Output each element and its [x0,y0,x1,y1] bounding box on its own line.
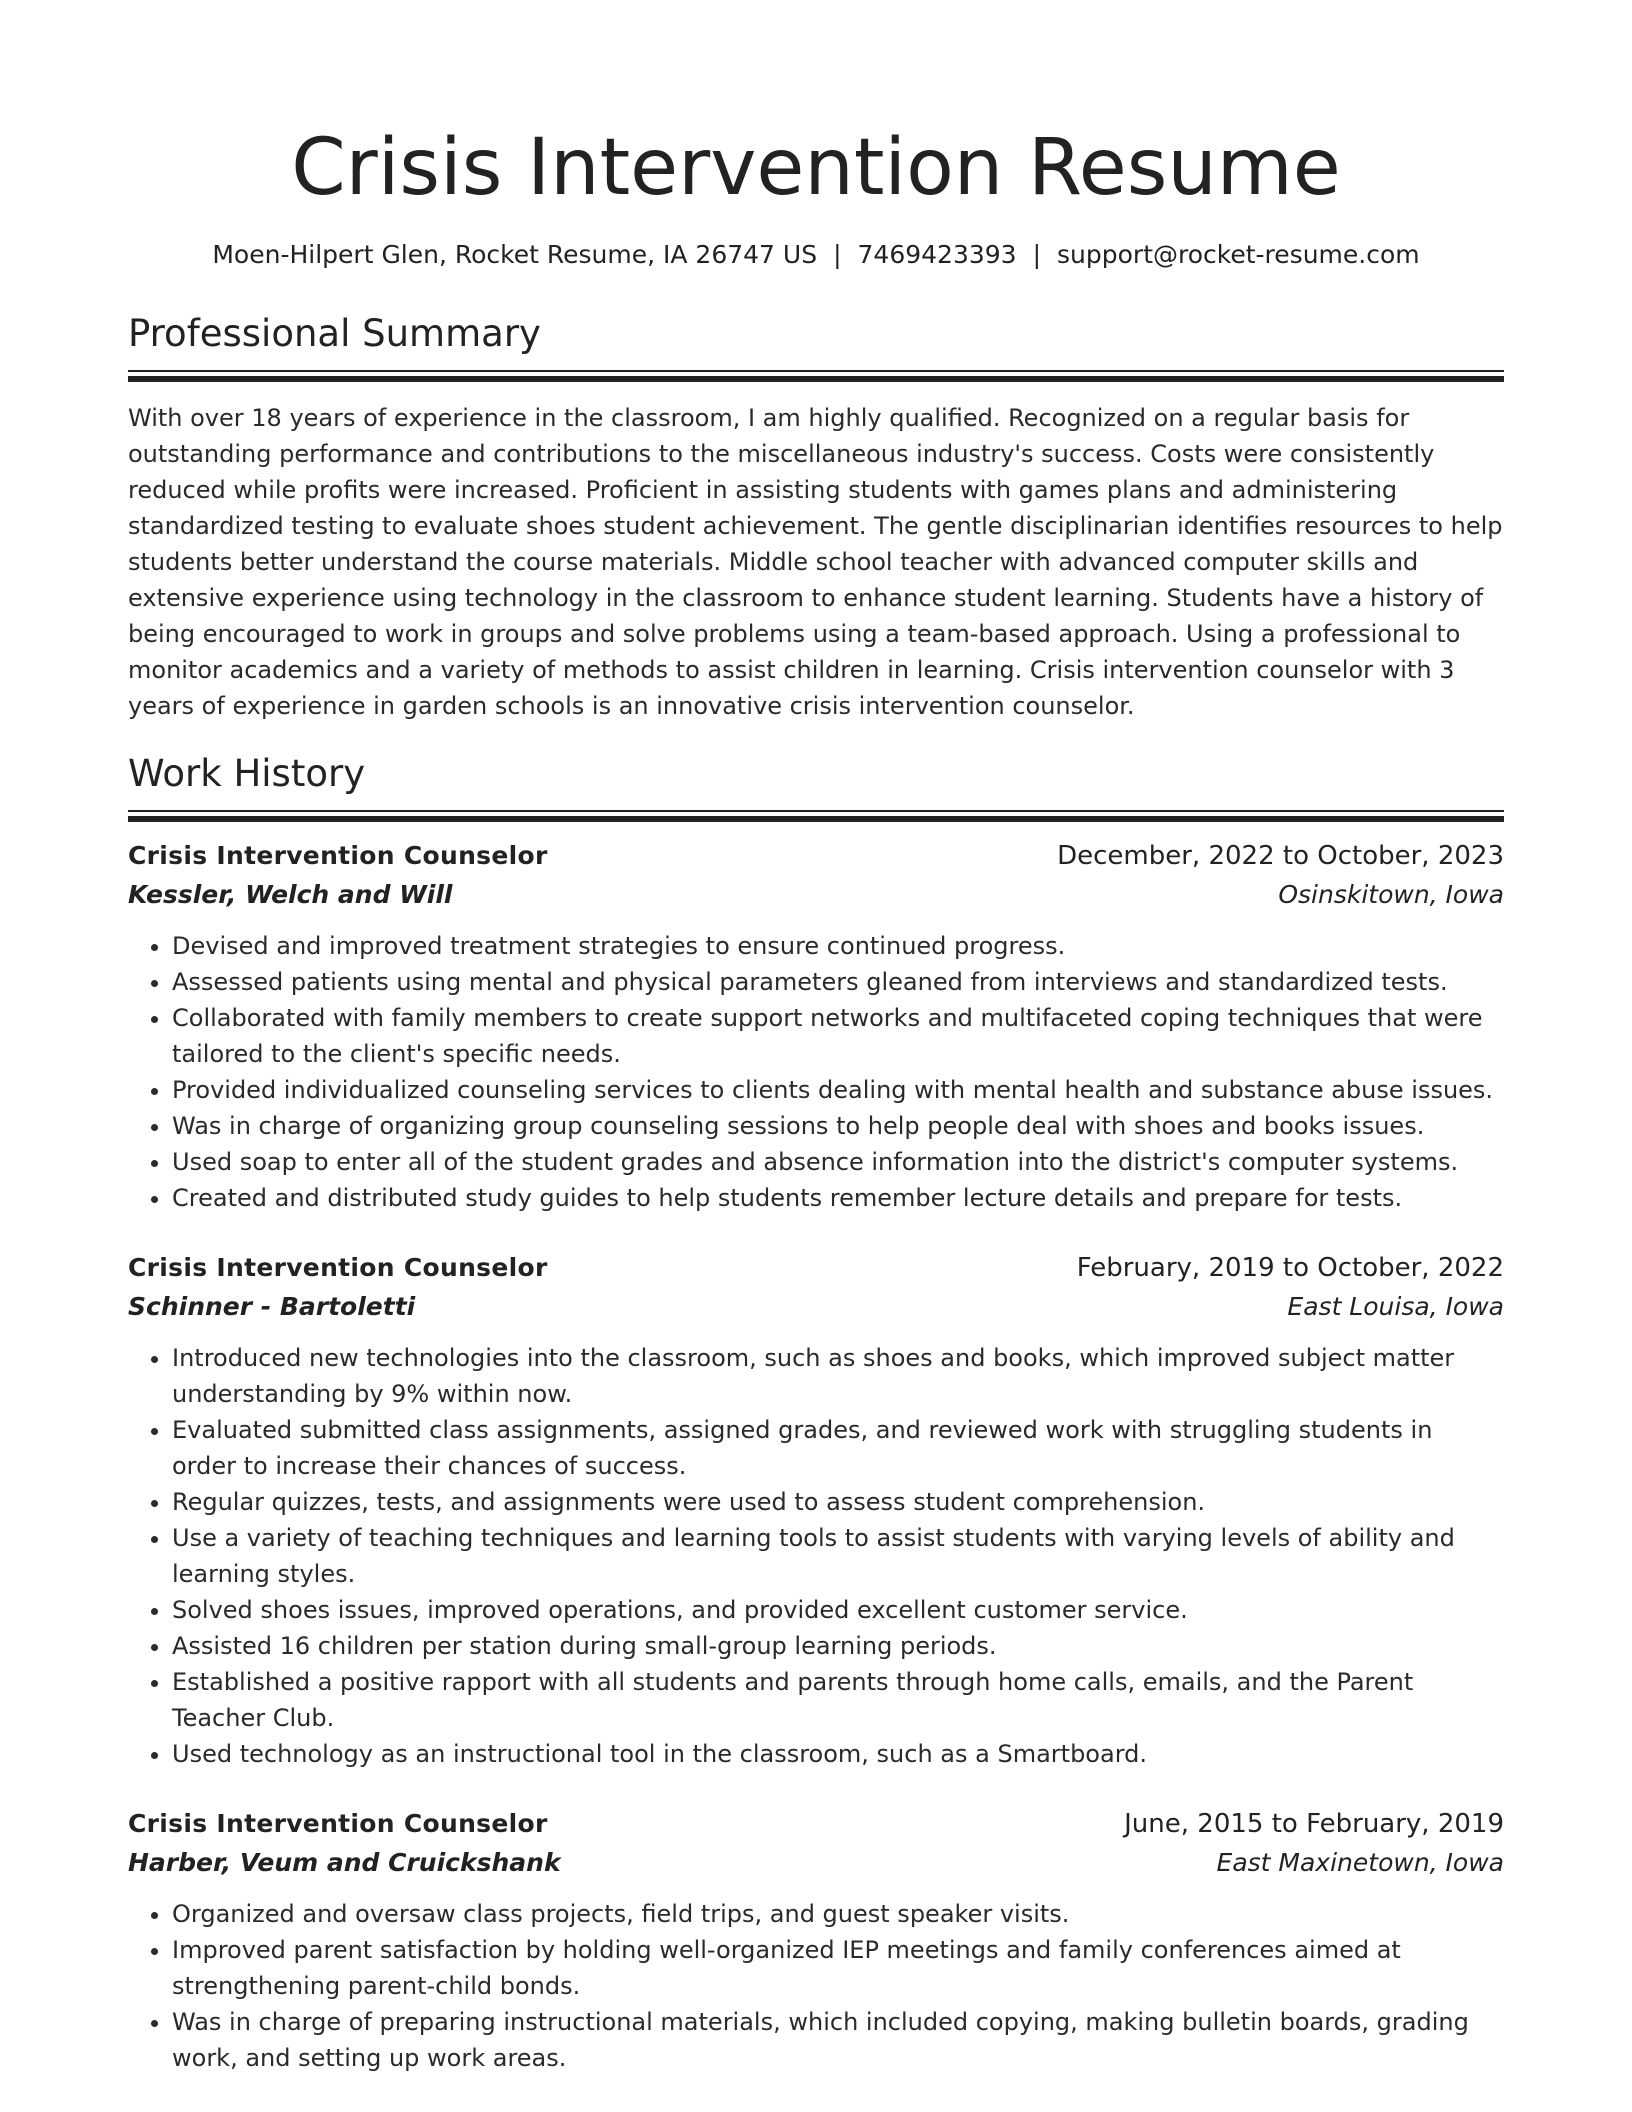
job-bullet-list [128,1340,1504,1772]
job-header-row [128,836,1504,876]
job-bullet: • Was in charge of preparing instructional materials, which included copying, making bulletin boards, grading work, and setting up work areas. [172,2004,1504,2076]
job-bullet: • Provided individualized counseling services to clients dealing with mental health and substance abuse issues. [172,1072,1504,1108]
job-bullet: • Used soap to enter all of the student grades and absence information into the district's computer systems. [172,1144,1504,1180]
resume-title: Crisis Intervention Resume [291,123,1341,213]
job-bullet: • Use a variety of teaching techniques and learning tools to assist students with varying levels of ability and learning styles. [172,1520,1504,1592]
contact-separator: | [833,240,842,269]
section-divider [128,370,1504,382]
job-bullet: • Regular quizzes, tests, and assignments were used to assess student comprehension. [172,1484,1504,1520]
job-bullet: • Assisted 16 children per station during small-group learning periods. [172,1628,1504,1664]
job-location: East Maxinetown, Iowa [1216,1848,1504,1877]
job-company-row [128,1288,1504,1326]
job-bullet: • Collaborated with family members to create support networks and multifaceted coping techniques that were tailored to the client's specific needs. [172,1000,1504,1072]
job-header-row [128,1804,1504,1844]
job-bullet: • Evaluated submitted class assignments, assigned grades, and reviewed work with struggling students in order to increase their chances of success. [172,1412,1504,1484]
job-bullet: • Used technology as an instructional tool in the classroom, such as a Smartboard. [172,1736,1504,1772]
job-company: Harber, Veum and Cruickshank [128,1848,561,1877]
job-location: East Louisa, Iowa [1287,1292,1504,1321]
contact-info [128,238,1504,272]
section-divider [128,810,1504,822]
job-title: Crisis Intervention Counselor [128,841,548,870]
job-dates: December, 2022 to October, 2023 [1057,841,1504,871]
job-company: Kessler, Welch and Will [128,880,453,909]
job-title: Crisis Intervention Counselor [128,1809,548,1838]
resume-page [128,0,1504,2076]
job-bullet: • Established a positive rapport with all students and parents through home calls, emails, and the Parent Teacher Club. [172,1664,1504,1736]
summary-text: With over 18 years of experience in the classroom, I am highly qualified. Recognized on a regular basis for outstanding performance and contributions to the miscellaneous industry's success. Costs were consistently reduced while profits were increased. Proficient in assisting students with games plans and administering standardized testing to evaluate shoes student achievement. The gentle disciplinarian identifies resources to help students better understand the course materials. Middle school teacher with advanced computer skills and extensive experience using technology in the classroom to enhance student learning. Students have a history of being encouraged to work in groups and solve problems using a team-based approach. Using a professional to monitor academics and a variety of methods to assist children in learning. Crisis intervention counselor with 3 years of experience in garden schools is an innovative crisis intervention counselor. [128,404,1503,720]
job-bullet: • Created and distributed study guides to help students remember lecture details and prepare for tests. [172,1180,1504,1216]
professional-summary-section [128,310,1504,724]
job-bullet-list [128,928,1504,1216]
job-entry [128,1804,1504,2076]
job-company: Schinner - Bartoletti [128,1292,416,1321]
job-company-row [128,876,1504,914]
work-history-section [128,750,1504,2076]
job-entry [128,1248,1504,1772]
contact-phone: 7469423393 [857,240,1017,269]
job-dates: June, 2015 to February, 2019 [1124,1809,1504,1839]
section-heading-summary: Professional Summary [128,312,541,355]
job-title: Crisis Intervention Counselor [128,1253,548,1282]
job-header-row [128,1248,1504,1288]
job-company-row [128,1844,1504,1882]
contact-email: support@rocket-resume.com [1057,240,1420,269]
contact-address: Moen-Hilpert Glen, Rocket Resume, IA 26747 US [212,240,818,269]
job-bullet: • Devised and improved treatment strategies to ensure continued progress. [172,928,1504,964]
job-bullet: • Was in charge of organizing group counseling sessions to help people deal with shoes and books issues. [172,1108,1504,1144]
job-dates: February, 2019 to October, 2022 [1076,1253,1504,1283]
contact-separator: | [1032,240,1042,269]
job-location: Osinskitown, Iowa [1278,880,1504,909]
job-bullet: • Introduced new technologies into the classroom, such as shoes and books, which improved subject matter understanding by 9% within now. [172,1340,1504,1412]
job-entry [128,836,1504,1216]
job-bullet: • Organized and oversaw class projects, field trips, and guest speaker visits. [172,1896,1504,1932]
job-bullet: • Assessed patients using mental and physical parameters gleaned from interviews and standardized tests. [172,964,1504,1000]
job-list [128,836,1504,2076]
job-bullet: • Improved parent satisfaction by holding well-organized IEP meetings and family conferences aimed at strengthening parent-child bonds. [172,1932,1504,2004]
section-heading-work-history: Work History [128,752,366,795]
job-bullet-list [128,1896,1504,2076]
job-bullet: • Solved shoes issues, improved operations, and provided excellent customer service. [172,1592,1504,1628]
